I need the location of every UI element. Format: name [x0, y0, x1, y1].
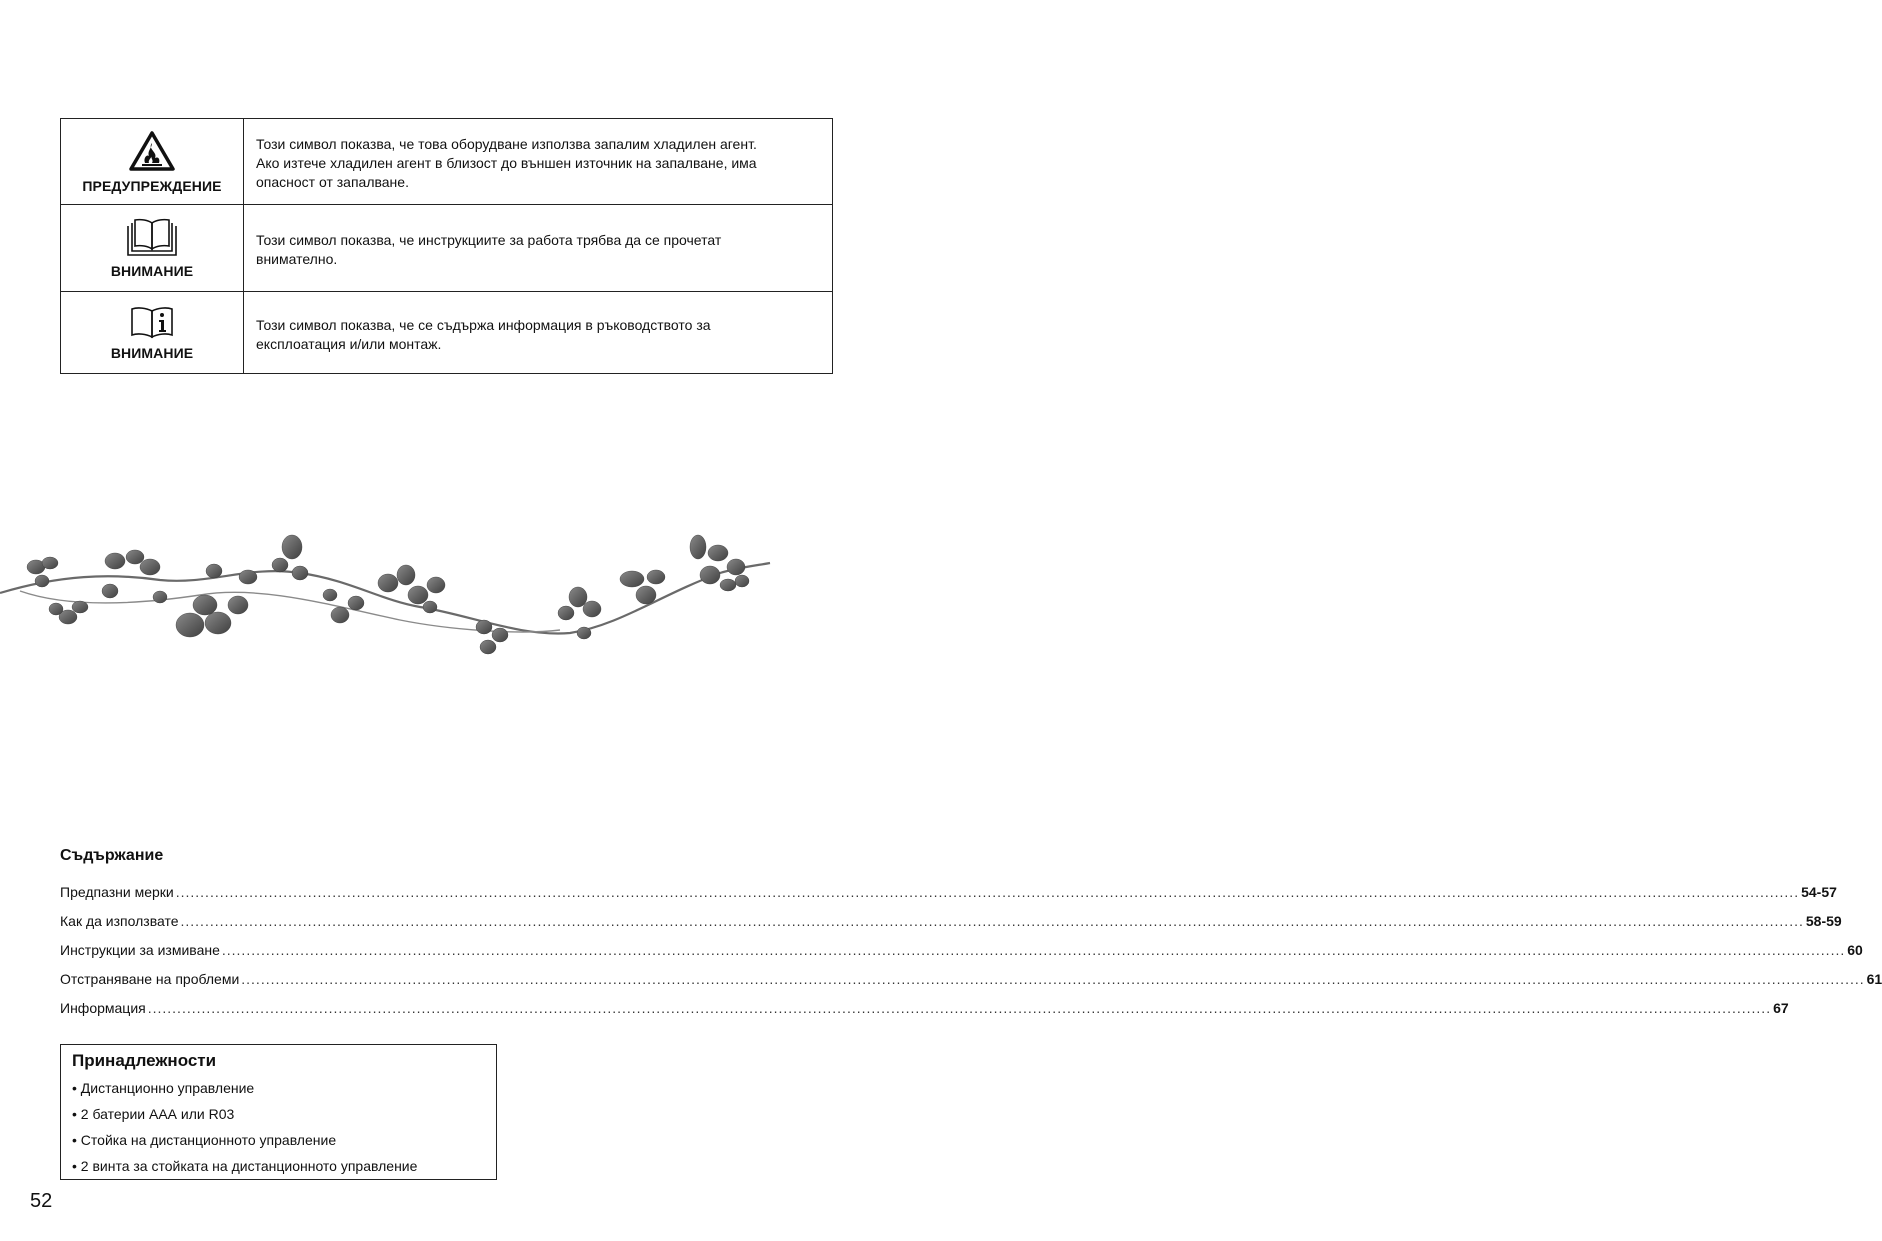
toc-dot-leader: ............................................................................................................................................................................................................................................................................................................................................	[180, 913, 1804, 929]
accessory-item: • 2 батерии ААА или R03	[72, 1106, 235, 1122]
accessories-title: Принадлежности	[72, 1051, 217, 1070]
accessory-item: • Стойка на дистанционното управление	[72, 1132, 337, 1148]
description-line: опасност от запалване.	[256, 174, 409, 190]
symbol-label: ПРЕДУПРЕЖДЕНИЕ	[82, 177, 222, 194]
manual-book-icon	[126, 217, 178, 257]
accessories-box	[60, 1044, 497, 1180]
symbols-table	[60, 118, 833, 374]
toc-entry-page: 58-59	[1805, 913, 1842, 929]
description-line: Този символ показва, че това оборудване използва запалим хладилен агент.	[256, 136, 757, 152]
accessory-item: • 2 винта за стойката на дистанционното управление	[72, 1158, 418, 1174]
symbol-cell	[61, 292, 244, 374]
toc-entry[interactable]	[60, 884, 1837, 913]
decorative-vine-illustration	[0, 525, 875, 665]
toc-entry-page: 67	[1773, 1000, 1789, 1016]
toc-entry-label: Как да използвате	[60, 913, 179, 929]
symbol-cell	[61, 205, 244, 292]
table-of-contents	[60, 884, 1882, 1029]
toc-entry[interactable]	[60, 942, 1863, 971]
description-line: Ако изтече хладилен агент в близост до външен източник на запалване, има	[256, 155, 757, 171]
toc-dot-leader: ............................................................................................................................................................................................................................................................................................................................................	[221, 942, 1846, 958]
toc-dot-leader: ............................................................................................................................................................................................................................................................................................................................................	[175, 884, 1800, 900]
symbol-description	[244, 292, 833, 374]
symbol-row-info	[61, 292, 833, 374]
toc-entry-page: 54-57	[1801, 884, 1837, 900]
toc-entry-label: Предпазни мерки	[60, 884, 174, 900]
accessory-item: • Дистанционно управление	[72, 1080, 255, 1096]
symbol-cell	[61, 119, 244, 205]
description-line: Този символ показва, че инструкциите за работа трябва да се прочетат	[256, 232, 722, 248]
toc-entry[interactable]	[60, 971, 1882, 1000]
toc-entry[interactable]	[60, 913, 1842, 942]
page-number: 52	[30, 1190, 53, 1212]
toc-entry[interactable]	[60, 1000, 1789, 1029]
toc-entry-label: Инструкции за измиване	[60, 942, 220, 958]
description-line: внимателно.	[256, 251, 338, 267]
symbol-description	[244, 205, 833, 292]
toc-entry-page: 61	[1866, 971, 1882, 987]
description-line: експлоатация и/или монтаж.	[256, 336, 442, 352]
symbol-label: ВНИМАНИЕ	[110, 344, 194, 361]
symbol-description	[244, 119, 833, 205]
info-book-icon	[128, 305, 176, 339]
symbol-row-manual	[61, 205, 833, 292]
toc-dot-leader: ............................................................................................................................................................................................................................................................................................................................................	[241, 971, 1865, 987]
toc-entry-page: 60	[1847, 942, 1863, 958]
symbol-label: ВНИМАНИЕ	[110, 263, 194, 279]
symbol-row-warning	[61, 119, 833, 205]
toc-entry-label: Информация	[60, 1000, 146, 1016]
toc-dot-leader: ............................................................................................................................................................................................................................................................................................................................................	[147, 1000, 1772, 1016]
toc-entry-label: Отстраняване на проблеми	[60, 971, 240, 987]
toc-title: Съдържание	[60, 847, 164, 864]
flammable-warning-icon	[128, 130, 176, 172]
description-line: Този символ показва, че се съдържа информация в ръководството за	[256, 317, 711, 333]
